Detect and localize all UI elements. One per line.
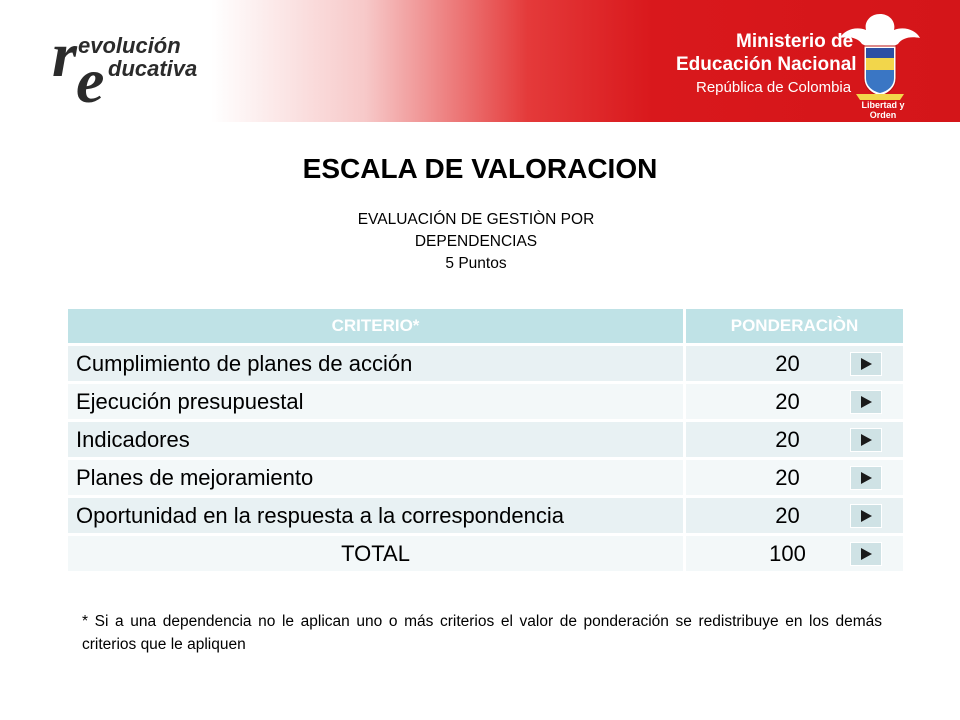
coat-of-arms-caption: Libertad y Orden xyxy=(861,100,905,120)
ministry-line-2: Educación Nacional xyxy=(676,54,857,75)
total-value-cell xyxy=(685,535,905,573)
ponderacion-cell xyxy=(685,497,905,535)
table-header-row xyxy=(67,308,905,345)
play-arrow-icon[interactable] xyxy=(850,428,882,452)
table-row xyxy=(67,383,905,421)
subtitle-line-1: EVALUACIÓN DE GESTIÒN POR xyxy=(357,211,595,228)
play-arrow-icon[interactable] xyxy=(850,352,882,376)
revolucion-educativa-logo xyxy=(50,18,250,108)
ponderacion-value: 20 xyxy=(775,464,800,490)
svg-text:e: e xyxy=(76,45,105,108)
column-header-ponderacion: PONDERACIÒN xyxy=(685,308,905,345)
column-header-criterio: CRITERIO* xyxy=(67,308,685,345)
ministry-line-1: Ministerio de xyxy=(736,31,854,52)
ponderacion-cell xyxy=(685,345,905,383)
ponderacion-value: 20 xyxy=(775,350,800,376)
play-arrow-icon[interactable] xyxy=(850,390,882,414)
header-banner xyxy=(0,0,960,122)
criterio-cell: Cumplimiento de planes de acción xyxy=(67,345,685,383)
page-subtitle xyxy=(300,209,652,275)
page-title: ESCALA DE VALORACION xyxy=(302,153,658,184)
criterio-cell: Indicadores xyxy=(67,421,685,459)
table-row-total xyxy=(67,535,905,573)
table-row xyxy=(67,345,905,383)
ponderacion-cell xyxy=(685,459,905,497)
table-row xyxy=(67,421,905,459)
svg-text:evolución: evolución xyxy=(78,33,181,58)
ponderacion-cell xyxy=(685,383,905,421)
ponderacion-cell xyxy=(685,421,905,459)
subtitle-line-2: DEPENDENCIAS xyxy=(414,233,538,250)
ministry-logo-text xyxy=(676,30,857,99)
criterio-cell: Ejecución presupuestal xyxy=(67,383,685,421)
total-label-cell: TOTAL xyxy=(67,535,685,573)
ministry-line-3: República de Colombia xyxy=(696,79,852,96)
ponderacion-value: 20 xyxy=(775,388,800,414)
table-row xyxy=(67,459,905,497)
ponderacion-value: 20 xyxy=(775,426,800,452)
criterio-cell: Oportunidad en la respuesta a la correspondencia xyxy=(67,497,685,535)
table-row xyxy=(67,497,905,535)
total-value: 100 xyxy=(769,540,806,566)
play-arrow-icon[interactable] xyxy=(850,504,882,528)
play-arrow-icon[interactable] xyxy=(850,542,882,566)
ponderacion-value: 20 xyxy=(775,502,800,528)
svg-text:r: r xyxy=(52,19,77,90)
svg-text:ducativa: ducativa xyxy=(108,56,198,81)
criterio-cell: Planes de mejoramiento xyxy=(67,459,685,497)
criteria-table xyxy=(65,306,906,574)
footnote: * Si a una dependencia no le aplican uno o más criterios el valor de ponderación se redistribuye en los demás criterios que le apliquen xyxy=(82,613,882,653)
play-arrow-icon[interactable] xyxy=(850,466,882,490)
subtitle-line-3: 5 Puntos xyxy=(445,255,507,272)
